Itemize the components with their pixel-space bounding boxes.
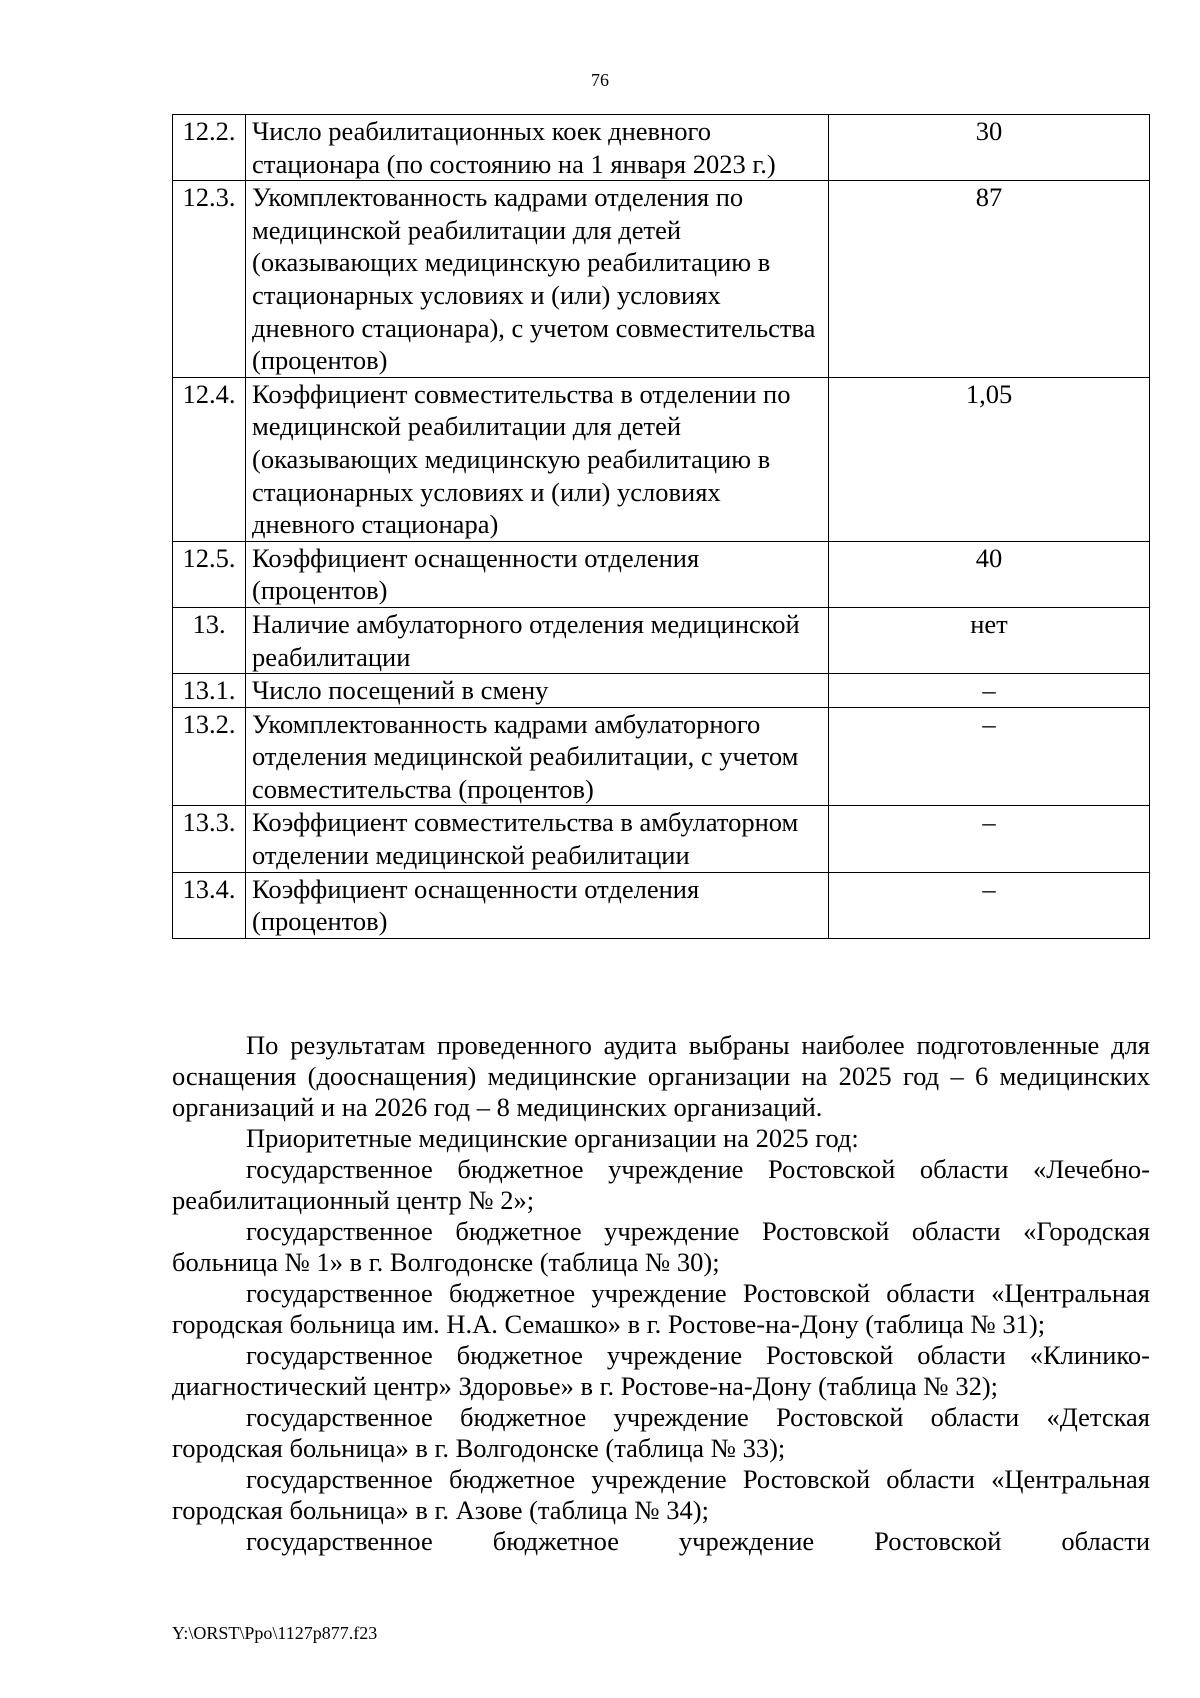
paragraph: государственное бюджетное учреждение Ростовской области «Центральная городская больница им. Н.А. Семашко» в г. Ростове-на-Дону (таблица № 31); <box>172 1278 1150 1339</box>
row-value: – <box>829 707 1150 806</box>
row-value: 40 <box>829 541 1150 607</box>
row-number: 12.4. <box>173 377 246 541</box>
row-description: Коэффициент совместительства в отделении по медицинской реабилитации для детей (оказывающих медицинскую реабилитацию в стационарных условиях и (или) условиях дневного стационара) <box>246 377 829 541</box>
row-value: нет <box>829 607 1150 673</box>
paragraph: Приоритетные медицинские организации на 2025 год: <box>246 1123 859 1153</box>
footer-file-path: Y:\ORST\Ppo\1127p877.f23 <box>172 1623 378 1643</box>
row-number: 13.4. <box>173 872 246 938</box>
table-row <box>173 674 1150 708</box>
table-row <box>173 707 1150 806</box>
row-value: – <box>829 806 1150 872</box>
paragraph: государственное бюджетное учреждение Ростовской области «Клинико-диагностический центр» Здоровье» в г. Ростове-на-Дону (таблица № 32); <box>172 1340 1150 1401</box>
row-description: Коэффициент совместительства в амбулаторном отделении медицинской реабилитации <box>246 806 829 872</box>
row-description: Число реабилитационных коек дневного стационара (по состоянию на 1 января 2023 г.) <box>246 115 829 181</box>
row-description: Укомплектованность кадрами амбулаторного отделения медицинской реабилитации, с учетом совместительства (процентов) <box>246 707 829 806</box>
table-row <box>173 541 1150 607</box>
page-number: 76 <box>591 70 609 90</box>
row-description: Число посещений в смену <box>246 674 829 708</box>
paragraph: государственное бюджетное учреждение Ростовской области «Детская городская больница» в г. Волгодонске (таблица № 33); <box>172 1402 1150 1463</box>
row-number: 12.5. <box>173 541 246 607</box>
row-number: 12.3. <box>173 181 246 378</box>
paragraph: По результатам проведенного аудита выбраны наиболее подготовленные для оснащения (дооснащения) медицинские организации на 2025 год – 6 медицинских организаций и на 2026 год – 8 медицинских организаций. <box>172 1030 1150 1122</box>
table-row <box>173 806 1150 872</box>
paragraph: государственное бюджетное учреждение Ростовской области «Центральная городская больница» в г. Азове (таблица № 34); <box>172 1464 1150 1525</box>
row-number: 13.3. <box>173 806 246 872</box>
row-number: 13. <box>173 607 246 673</box>
row-value: – <box>829 674 1150 708</box>
paragraph: государственное бюджетное учреждение Ростовской области «Городская больница № 1» в г. Волгодонске (таблица № 30); <box>172 1216 1150 1277</box>
row-number: 13.2. <box>173 707 246 806</box>
row-value: 30 <box>829 115 1150 181</box>
row-number: 12.2. <box>173 115 246 181</box>
row-number: 13.1. <box>173 674 246 708</box>
paragraph: государственное бюджетное учреждение Ростовской области «Лечебно-реабилитационный центр № 2»; <box>172 1154 1150 1215</box>
row-description: Коэффициент оснащенности отделения (процентов) <box>246 541 829 607</box>
body-text <box>172 1030 1150 1557</box>
table-row <box>173 377 1150 541</box>
row-value: – <box>829 872 1150 938</box>
table-row <box>173 181 1150 378</box>
row-value: 87 <box>829 181 1150 378</box>
indicators-table <box>172 114 1150 939</box>
row-description: Укомплектованность кадрами отделения по медицинской реабилитации для детей (оказывающих медицинскую реабилитацию в стационарных условиях и (или) условиях дневного стационара), с учетом совместительства (процентов) <box>246 181 829 378</box>
row-description: Коэффициент оснащенности отделения (процентов) <box>246 872 829 938</box>
row-value: 1,05 <box>829 377 1150 541</box>
paragraph: государственное бюджетное учреждение Ростовской области <box>246 1526 1150 1556</box>
table-row <box>173 607 1150 673</box>
table-row <box>173 115 1150 181</box>
row-description: Наличие амбулаторного отделения медицинской реабилитации <box>246 607 829 673</box>
table-row <box>173 872 1150 938</box>
